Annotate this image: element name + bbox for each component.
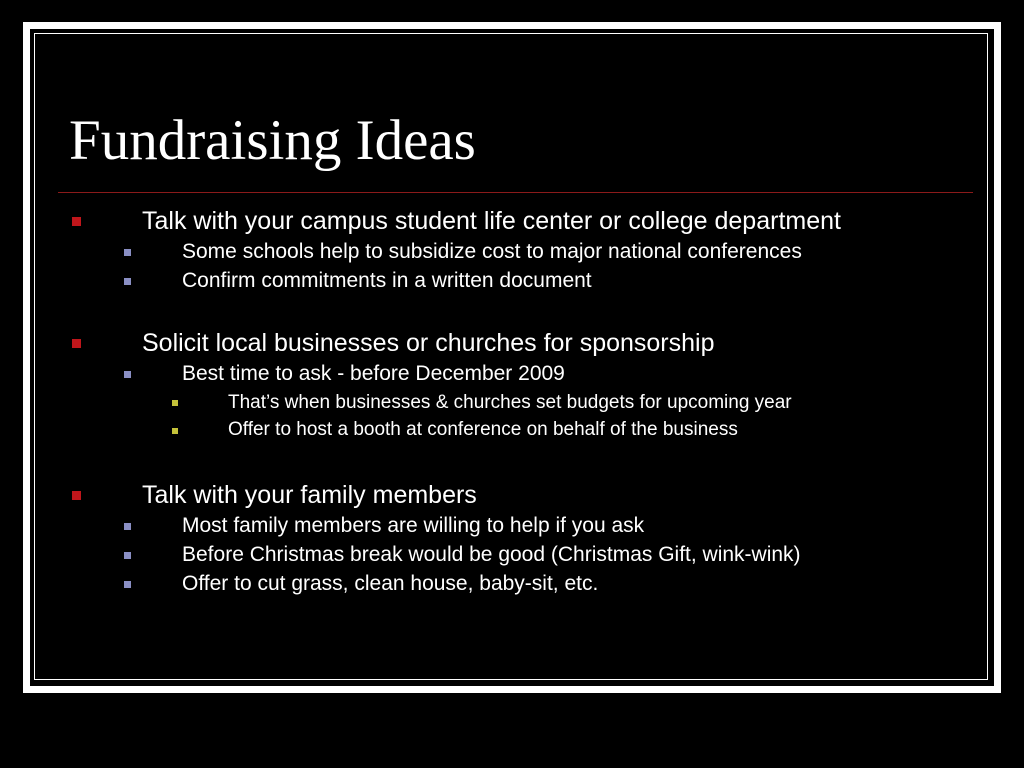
square-bullet-icon	[172, 428, 178, 434]
square-bullet-icon	[124, 371, 131, 378]
square-bullet-icon	[72, 339, 81, 348]
square-bullet-icon	[72, 217, 81, 226]
square-bullet-icon	[124, 278, 131, 285]
square-bullet-icon	[72, 491, 81, 500]
bullet-level2: Before Christmas break would be good (Christmas Gift, wink-wink)	[182, 543, 801, 566]
bullet-level2: Some schools help to subsidize cost to major national conferences	[182, 240, 802, 263]
bullet-level1: Talk with your campus student life center or college department	[142, 207, 841, 235]
square-bullet-icon	[124, 581, 131, 588]
slide-title: Fundraising Ideas	[69, 109, 476, 172]
bullet-level2: Most family members are willing to help if you ask	[182, 514, 645, 537]
title-divider	[58, 192, 973, 193]
square-bullet-icon	[124, 523, 131, 530]
square-bullet-icon	[124, 552, 131, 559]
bullet-level2: Offer to cut grass, clean house, baby-sit, etc.	[182, 572, 599, 595]
square-bullet-icon	[124, 249, 131, 256]
bullet-level1: Talk with your family members	[142, 481, 477, 509]
bullet-level3: That’s when businesses & churches set budgets for upcoming year	[228, 392, 792, 413]
bullet-level3: Offer to host a booth at conference on behalf of the business	[228, 419, 738, 440]
bullet-level1: Solicit local businesses or churches for sponsorship	[142, 329, 715, 357]
bullet-level2: Best time to ask - before December 2009	[182, 362, 565, 385]
bullet-level2: Confirm commitments in a written document	[182, 269, 592, 292]
square-bullet-icon	[172, 400, 178, 406]
